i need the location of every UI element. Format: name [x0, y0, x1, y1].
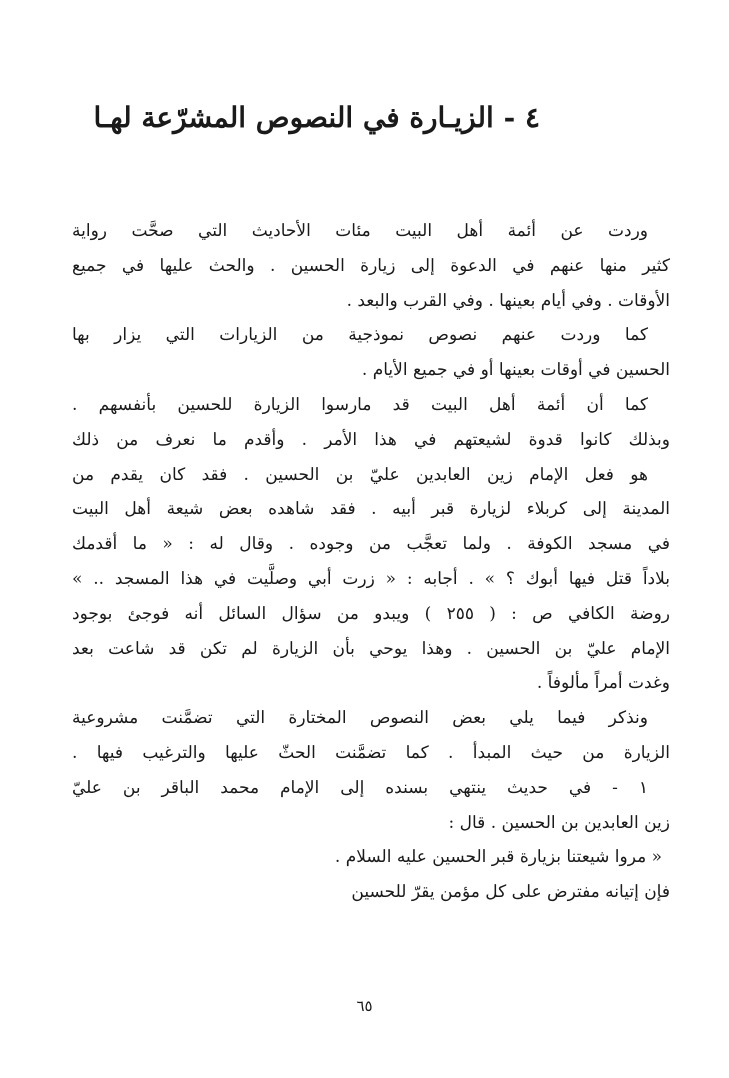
- text-line: ونذكر فيما يلي بعض النصوص المختارة التي تضمَّنت مشروعية: [72, 708, 648, 729]
- text-line: الحسين في أوقات بعينها أو في جميع الأيام .: [361, 360, 670, 381]
- text-line: كما أن أئمة أهل البيت قد مارسوا الزيارة للحسين بأنفسهم .: [72, 394, 648, 415]
- text-line: الإمام عليّ بن الحسين . وهذا يوحي بأن الزيارة لم تكن قد شاعت بعد: [72, 638, 670, 659]
- text-line: ١ - في حديث ينتهي بسنده إلى الإمام محمد الباقر بن عليّ: [72, 777, 648, 798]
- text-line: زين العابدين بن الحسين . قال :: [448, 812, 670, 833]
- text-line: وردت عن أئمة أهل البيت مئات الأحاديث التي صحَّت رواية: [72, 221, 648, 241]
- text-line: في مسجد الكوفة . ولما تعجَّب من وجوده . وقال له : « ما أقدمك: [72, 534, 670, 555]
- body-text: [72, 214, 670, 910]
- text-line: كثير منها عنهم في الدعوة إلى زيارة الحسين . والحث عليها في جميع: [72, 255, 670, 276]
- text-line: وبذلك كانوا قدوة لشيعتهم في هذا الأمر . وأقدم ما نعرف من ذلك: [72, 429, 670, 450]
- quote-line: فإن إتيانه مفترض على كل مؤمن يقرّ للحسين: [351, 882, 670, 903]
- text-line: وغدت أمراً مألوفاً .: [536, 673, 670, 694]
- text-line: المدينة إلى كربلاء لزيارة قبر أبيه . فقد شاهده بعض شيعة أهل البيت: [72, 499, 670, 520]
- page-number: ٦٥: [356, 997, 373, 1015]
- text-line: كما وردت عنهم نصوص نموذجية من الزيارات التي يزار بها: [72, 325, 648, 346]
- text-line: هو فعل الإمام زين العابدين عليّ بن الحسين . فقد كان يقدم من: [72, 464, 648, 485]
- section-title: ٤ - الزيـارة في النصوص المشرّعة لهـا: [93, 101, 540, 134]
- text-line: روضة الكافي ص : ( ٢٥٥ ) ويبدو من سؤال السائل أنه فوجئ بوجود: [72, 603, 670, 624]
- text-line: الزيارة من حيث المبدأ . كما تضمَّنت الحثّ عليها والترغيب فيها .: [72, 742, 670, 763]
- quote-line: « مروا شيعتنا بزيارة قبر الحسين عليه السلام .: [334, 847, 662, 868]
- text-line: بلاداً قتل فيها أبوك ؟ » . أجابه : « زرت أبي وصلَّيت في هذا المسجد .. »: [72, 568, 670, 589]
- text-line: الأوقات . وفي أيام بعينها . وفي القرب والبعد .: [346, 290, 670, 311]
